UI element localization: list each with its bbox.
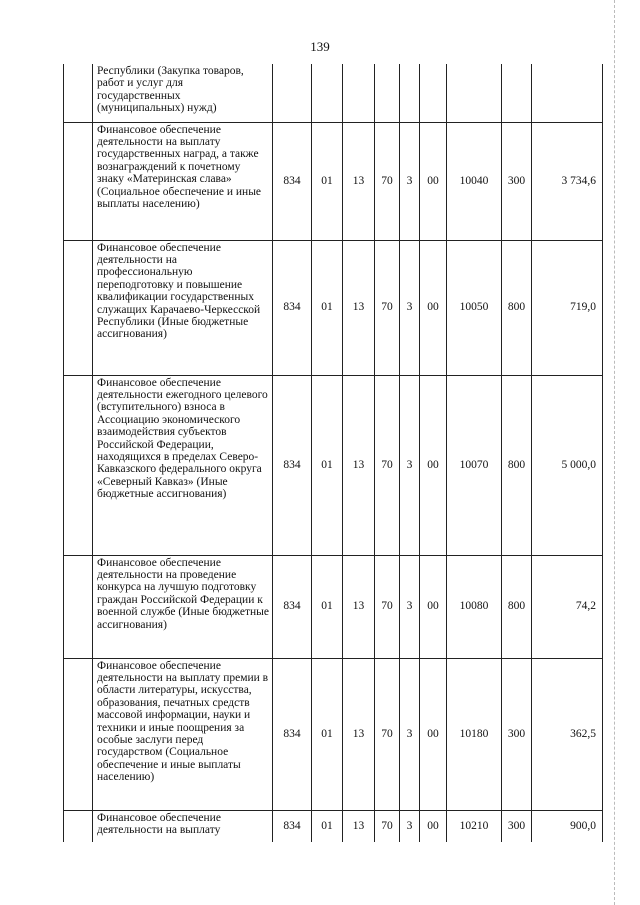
cell-subsection: 13	[343, 375, 375, 555]
cell-admin-code: 834	[273, 810, 312, 842]
scan-edge-line	[614, 0, 616, 905]
cell-number	[64, 658, 93, 810]
cell-number	[64, 64, 93, 122]
cell-expense-type: 300	[502, 810, 532, 842]
cell-section: 01	[312, 555, 343, 658]
cell-main-event: 00	[420, 555, 447, 658]
cell-amount: 3 734,6	[532, 122, 603, 240]
cell-expense-type: 300	[502, 658, 532, 810]
cell-main-event: 00	[420, 122, 447, 240]
cell-amount	[532, 64, 603, 122]
cell-name: Финансовое обеспечение деятельности на выплату премии в области литературы, искусства, образования, печатных средств массовой информации, науки и техники и иные поощрения за особые заслуги перед государством (Социальное обеспечение и иные выплаты населению)	[93, 658, 273, 810]
cell-direction: 10070	[447, 375, 502, 555]
cell-amount: 74,2	[532, 555, 603, 658]
cell-subsection: 13	[343, 810, 375, 842]
cell-subprogram	[400, 64, 420, 122]
cell-number	[64, 810, 93, 842]
cell-amount: 5 000,0	[532, 375, 603, 555]
cell-main-event: 00	[420, 375, 447, 555]
table-row	[64, 122, 603, 240]
budget-table	[63, 64, 603, 842]
cell-program: 70	[375, 122, 400, 240]
page-number: 139	[310, 39, 330, 54]
cell-subprogram: 3	[400, 658, 420, 810]
cell-name: Финансовое обеспечение деятельности на проведение конкурса на лучшую подготовку граждан Российской Федерации к военной службе (Иные бюджетные ассигнования)	[93, 555, 273, 658]
cell-main-event	[420, 64, 447, 122]
cell-number	[64, 240, 93, 375]
cell-section: 01	[312, 122, 343, 240]
cell-subprogram: 3	[400, 375, 420, 555]
cell-program: 70	[375, 375, 400, 555]
table-row	[64, 375, 603, 555]
cell-expense-type: 800	[502, 375, 532, 555]
cell-direction: 10080	[447, 555, 502, 658]
cell-subsection: 13	[343, 122, 375, 240]
cell-program: 70	[375, 810, 400, 842]
cell-section	[312, 64, 343, 122]
cell-expense-type: 800	[502, 555, 532, 658]
table-row	[64, 810, 603, 842]
cell-subprogram: 3	[400, 122, 420, 240]
cell-admin-code: 834	[273, 240, 312, 375]
cell-amount: 719,0	[532, 240, 603, 375]
table-row	[64, 555, 603, 658]
cell-admin-code	[273, 64, 312, 122]
cell-program: 70	[375, 240, 400, 375]
cell-main-event: 00	[420, 810, 447, 842]
cell-name: Финансовое обеспечение деятельности ежегодного целевого (вступительного) взноса в Ассоциацию экономического взаимодействия субъектов Российской Федерации, находящихся в пределах Северо-Кавказского федерального округа «Северный Кавказ» (Иные бюджетные ассигнования)	[93, 375, 273, 555]
cell-direction: 10180	[447, 658, 502, 810]
cell-amount: 362,5	[532, 658, 603, 810]
cell-admin-code: 834	[273, 122, 312, 240]
cell-admin-code: 834	[273, 555, 312, 658]
cell-number	[64, 555, 93, 658]
cell-direction	[447, 64, 502, 122]
cell-name: Финансовое обеспечение деятельности на выплату	[93, 810, 273, 842]
cell-subsection	[343, 64, 375, 122]
cell-name: Финансовое обеспечение деятельности на профессиональную переподготовку и повышение квалификации государственных служащих Карачаево-Черкесской Республики (Иные бюджетные ассигнования)	[93, 240, 273, 375]
cell-admin-code: 834	[273, 375, 312, 555]
cell-program: 70	[375, 658, 400, 810]
cell-section: 01	[312, 375, 343, 555]
cell-program: 70	[375, 555, 400, 658]
cell-direction: 10210	[447, 810, 502, 842]
cell-number	[64, 375, 93, 555]
cell-section: 01	[312, 810, 343, 842]
cell-direction: 10050	[447, 240, 502, 375]
cell-main-event: 00	[420, 240, 447, 375]
table-row	[64, 240, 603, 375]
cell-direction: 10040	[447, 122, 502, 240]
cell-section: 01	[312, 240, 343, 375]
cell-subsection: 13	[343, 555, 375, 658]
table-row	[64, 64, 603, 122]
cell-subprogram: 3	[400, 810, 420, 842]
cell-expense-type: 300	[502, 122, 532, 240]
cell-amount: 900,0	[532, 810, 603, 842]
cell-subprogram: 3	[400, 555, 420, 658]
cell-subsection: 13	[343, 240, 375, 375]
cell-subprogram: 3	[400, 240, 420, 375]
cell-expense-type	[502, 64, 532, 122]
cell-number	[64, 122, 93, 240]
cell-name: Финансовое обеспечение деятельности на выплату государственных наград, а также вознаграждений к почетному знаку «Материнская слава» (Социальное обеспечение и иные выплаты населению)	[93, 122, 273, 240]
cell-expense-type: 800	[502, 240, 532, 375]
table-row	[64, 658, 603, 810]
cell-subsection: 13	[343, 658, 375, 810]
cell-main-event: 00	[420, 658, 447, 810]
cell-name: Республики (Закупка товаров, работ и услуг для государственных (муниципальных) нужд)	[93, 64, 273, 122]
cell-program	[375, 64, 400, 122]
table-body	[64, 64, 603, 842]
cell-section: 01	[312, 658, 343, 810]
cell-admin-code: 834	[273, 658, 312, 810]
